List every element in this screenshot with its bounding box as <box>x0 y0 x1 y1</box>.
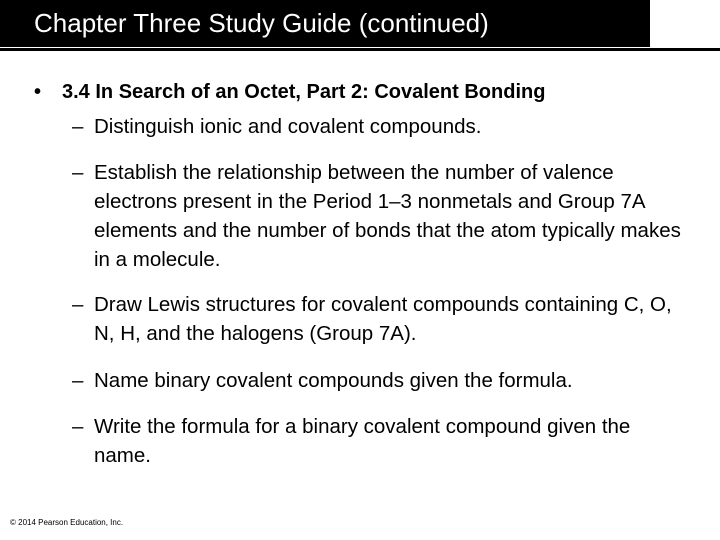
dash-marker: – <box>72 115 84 138</box>
objective-item <box>72 290 682 348</box>
dash-marker: – <box>72 369 84 392</box>
dash-marker: – <box>72 161 84 184</box>
section-bullet <box>34 80 545 104</box>
copyright-footer: © 2014 Pearson Education, Inc. <box>10 518 124 527</box>
objective-text: Name binary covalent compounds given the formula. <box>94 369 573 392</box>
objective-text: Establish the relationship between the number of valence electrons present in the Period 1–3 nonmetals and Group 7A elements and the number of bonds that the atom typically makes in a molecule. <box>94 161 681 271</box>
objective-item <box>72 412 682 470</box>
dash-marker: – <box>72 415 84 438</box>
objective-text: Distinguish ionic and covalent compounds. <box>94 115 482 138</box>
section-heading: 3.4 In Search of an Octet, Part 2: Covalent Bonding <box>62 81 546 103</box>
objective-item <box>72 112 682 141</box>
objective-item <box>72 366 682 395</box>
dash-marker: – <box>72 293 84 316</box>
bullet-marker: • <box>34 81 42 103</box>
title-divider <box>0 48 720 51</box>
slide-title: Chapter Three Study Guide (continued) <box>0 0 650 47</box>
objective-text: Draw Lewis structures for covalent compounds containing C, O, N, H, and the halogens (Group 7A). <box>94 293 672 345</box>
objective-item <box>72 158 682 274</box>
objective-text: Write the formula for a binary covalent compound given the name. <box>94 415 631 467</box>
